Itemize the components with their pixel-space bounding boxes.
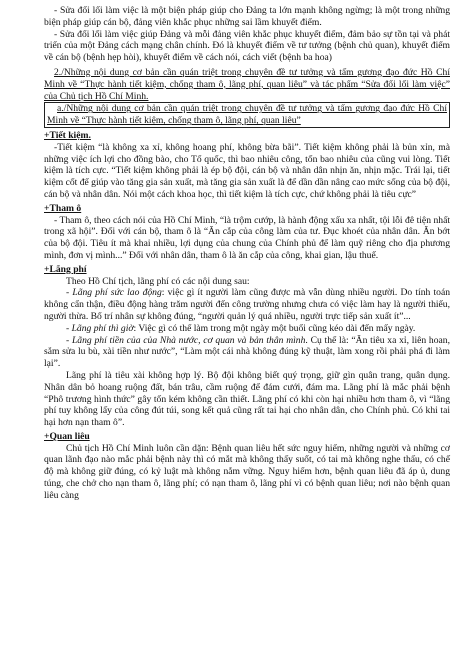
tiet-kiem-body: -Tiết kiệm “là không xa xỉ, không hoang phí, không bừa bãi”. Tiết kiệm không phải là bủn xỉn, mà những việc ích lợi cho đồng bào, cho Tổ quốc, thì bao nhiêu công, tốn bao nhiêu của cũng vui lòng. Tiết kiệm là tích cực. “Tiết kiệm không phải là ép bộ đội, cán bộ và nhân dân nhịn ăn, nhịn mặc. Trái lại, tiết kiệm cốt để giúp vào tăng gia sản xuất, mà tăng gia sản xuất là để dần dần nâng cao mức sống của bộ đội, cán bộ và nhân dân. Nói một cách khoa học, thì tiết kiệm là tích cực, chứ không phải là tiêu cực” [44, 141, 450, 200]
lang-phi-item-3 [44, 335, 450, 370]
lang-phi-item-2 [44, 323, 450, 335]
paragraph-1: - Sửa đổi lối làm việc là một biện pháp giúp cho Đảng ta lớn mạnh không ngừng; là một trong những biện pháp giúp cán bộ, đảng viên khắc phục những sai lầm khuyết điểm. [44, 5, 450, 28]
lang-phi-item-2-text: : Việc gì có thể làm trong một ngày một buổi cũng kéo dài đến mấy ngày. [133, 322, 416, 334]
paragraph-2: - Sửa đổi lối làm việc giúp Đảng và mỗi đảng viên khắc phục khuyết điểm, đảm bảo sự tồn tại và phát triển của một Đảng cách mạng chân chính. Đó là khuyết điểm về tư tưởng (bệnh chủ quan), khuyết điểm về cán bộ (bệnh hẹp hòi), khuyết điểm về cách nói, cách viết (bệnh ba hoa) [44, 28, 450, 64]
subsection-a-title: a./Những nội dung cơ bản cần quán triệt trong chuyên đề tư tưởng và tấm gương đạo đức Hồ Chí Minh về “Thực hành tiết kiệm, chống tham ô, lãng phí, quan liêu” [44, 102, 450, 128]
tham-o-body: - Tham ô, theo cách nói của Hồ Chí Minh, “là trộm cướp, là hành động xấu xa nhất, tội lỗi đê tiện nhất trong xã hội”. Đối với cán bộ, tham ô là “Ăn cắp của công làm của tư. Đục khoét của nhân dân. Ăn bớt của bộ đội. Tiêu ít mà khai nhiều, lợi dụng của chung của Chính phủ để làm quỹ riêng cho địa phương mình, đơn vị mình...” Đối với nhân dân, tham ô là ăn cắp của công, khai gian, lậu thuế. [44, 214, 450, 261]
heading-tham-o: +Tham ô [44, 202, 82, 214]
lang-phi-item-1 [44, 287, 450, 322]
lang-phi-item-4: Lãng phí là tiêu xài không hợp lý. Bộ đội không biết quý trọng, giữ gìn quân trang, quân dụng. Nhân dân bỏ hoang ruộng đất, bán trâu, cầm ruộng để đám cưới, đám ma. Lãng phí là mắc phải bệnh “Phô trương hình thức” gây tốn kém không cần thiết. Lãng phí có khi còn hại nhiều hơn tham ô, vì “lãng phí tuy không lấy của công đút túi, song kết quả cũng rất tai hại cho nhân dân, cho Chính phủ. Có khi tai hại hơn nạn tham ô”. [44, 369, 450, 429]
heading-tiet-kiem: +Tiết kiệm. [44, 129, 91, 141]
heading-lang-phi: +Lãng phí [44, 263, 87, 275]
lang-phi-item-1-label: - Lãng phí sức lao động [66, 287, 162, 299]
lang-phi-item-3-text: . Cụ thể là: “Ăn tiêu xa xỉ, liên hoan, sắm sửa lu bù, xài tiền như nước”, “Làm một cái nhà không đúng kỹ thuật, làm xong rồi phải phá đi làm lại”. [44, 334, 450, 370]
lang-phi-item-2-label: - Lãng phí thì giờ [66, 322, 134, 334]
heading-quan-lieu: +Quan liêu [44, 430, 90, 442]
lang-phi-item-3-label: - Lãng phí tiền của của Nhà nước, cơ quan và bản thân mình [66, 334, 306, 346]
quan-lieu-body: Chủ tịch Hồ Chí Minh luôn cần dặn: Bệnh quan liêu hết sức nguy hiểm, những người và những cơ quan lãnh đạo nào mắc phải bệnh này thì có mắt mà không thấy suốt, có tai mà không nghe thấu, có chế độ mà không giữ đúng, có kỷ luật mà không nắm vững. Nguy hiểm hơn, bệnh quan liêu đã áp ủ, dung túng, che chở cho nạn tham ô, lãng phí; có nạn tham ô, lãng phí vì có bệnh quan liêu; nơi nào bệnh quan liêu càng [44, 442, 450, 501]
lang-phi-intro: Theo Hồ Chí tịch, lãng phí có các nội dung sau: [66, 275, 250, 287]
section-2-title: 2./Những nội dung cơ bản cần quán triệt trong chuyên đề tư tưởng và tấm gương đạo đức Hồ Chí Minh về “Thực hành tiết kiệm, chống tham ô, lãng phí, quan liêu” và tác phẩm “Sửa đổi lối làm việc” của Chủ tịch Hồ Chí Minh. [44, 66, 450, 102]
lang-phi-item-1-text: : việc gì ít người làm cũng được mà vẫn dùng nhiều người. Do tính toán không cẩn thận, điều động hàng trăm người đến công trường nhưng chưa có việc làm hay là người thiếu, người thừa. Bố trí nhân sự không đúng, “người quản lý quá nhiều, người trực tiếp sản xuất ít”... [44, 287, 451, 322]
